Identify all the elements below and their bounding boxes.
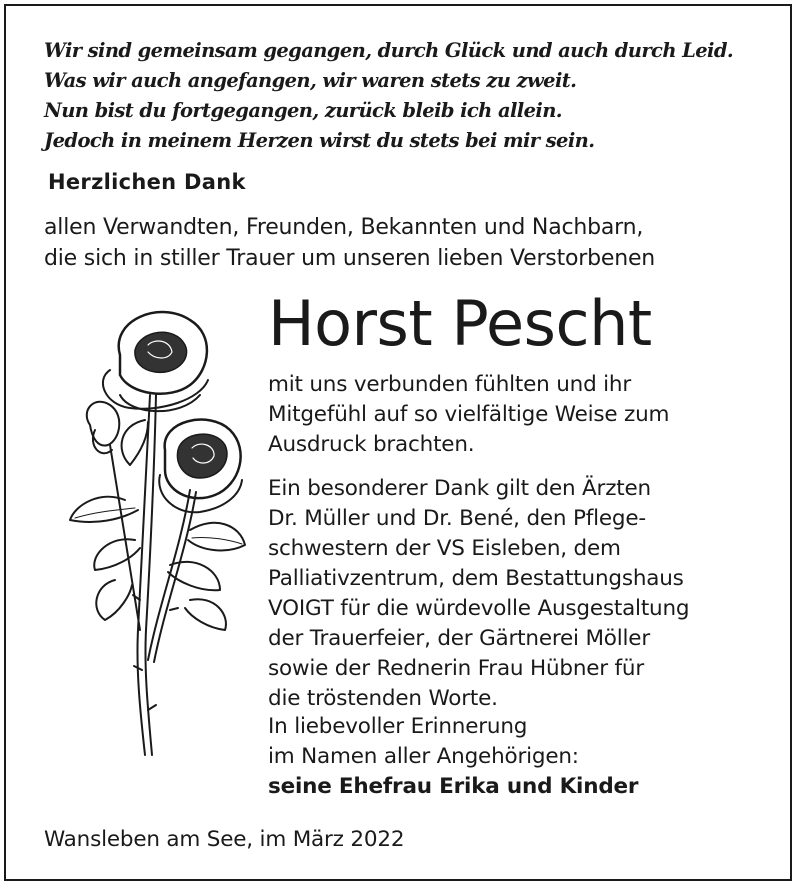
paragraph-1-line-1: mit uns verbunden fühlten und ihr (268, 372, 631, 397)
paragraph-1 (268, 370, 669, 460)
paragraph-1-line-3: Ausdruck brachten. (268, 432, 475, 457)
paragraph-2-line-6: der Trauerfeier, der Gärtnerei Möller (268, 626, 650, 651)
poem-line-4: Jedoch in meinem Herzen wirst du stets bei mir sein. (44, 129, 595, 152)
intro-line-1: allen Verwandten, Freunden, Bekannten und Nachbarn, (44, 215, 644, 240)
paragraph-2-line-3: schwestern der VS Eisleben, dem (268, 536, 621, 561)
closing-line-1: In liebevoller Erinnerung (268, 714, 528, 739)
place-date: Wansleben am See, im März 2022 (44, 827, 405, 852)
closing (268, 712, 638, 802)
paragraph-2-line-8: die tröstenden Worte. (268, 686, 498, 711)
deceased-name: Horst Pescht (268, 287, 652, 360)
poem-line-2: Was wir auch angefangen, wir waren stets zu zweit. (44, 69, 577, 92)
thanks-heading: Herzlichen Dank (48, 170, 246, 194)
intro-text (44, 212, 655, 274)
paragraph-1-line-2: Mitgefühl auf so vielfältige Weise zum (268, 402, 670, 427)
poem-line-1: Wir sind gemeinsam gegangen, durch Glück und auch durch Leid. (44, 39, 734, 62)
intro-line-2: die sich in stiller Trauer um unseren lieben Verstorbenen (44, 246, 656, 271)
paragraph-2-line-5: VOIGT für die würdevolle Ausgestaltung (268, 596, 690, 621)
poem (44, 36, 733, 156)
rose-illustration (50, 300, 260, 760)
signature: seine Ehefrau Erika und Kinder (268, 774, 639, 799)
paragraph-2-line-7: sowie der Rednerin Frau Hübner für (268, 656, 644, 681)
closing-line-2: im Namen aller Angehörigen: (268, 744, 579, 769)
paragraph-2-line-1: Ein besonderer Dank gilt den Ärzten (268, 476, 651, 501)
paragraph-2-line-2: Dr. Müller und Dr. Bené, den Pflege- (268, 506, 646, 531)
paragraph-2-line-4: Palliativzentrum, dem Bestattungshaus (268, 566, 684, 591)
paragraph-2 (268, 474, 689, 714)
poem-line-3: Nun bist du fortgegangen, zurück bleib ich allein. (44, 99, 562, 122)
